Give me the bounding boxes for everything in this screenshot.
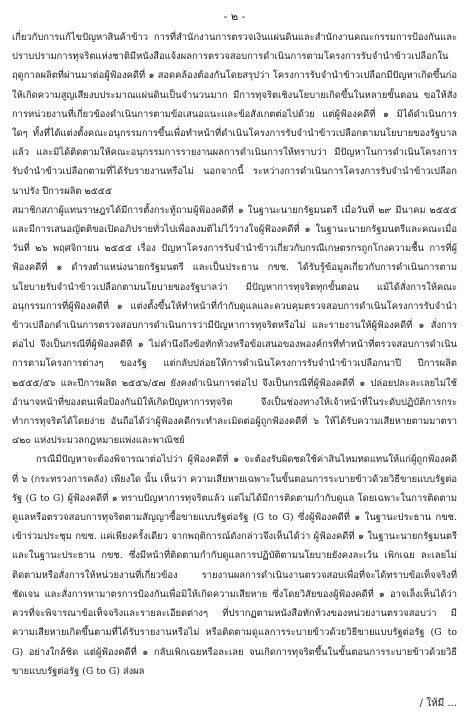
page-number: - ๒ - [223, 10, 246, 23]
body-paragraph-3: กรณีมีปัญหาจะต้องพิจารณาต่อไปว่า ผู้ฟ้องคดีที่ ๑ จะต้องรับผิดชดใช้ค่าสินไหมทดแทนให้แก่ผู้ถูกฟ้องคดีที่ ๖ (กระทรวงการคลัง) เพียงใด นั้น เห็นว่า ความเสียหายเฉพาะในขั้นตอนการระบายข้าวด้วยวิธีขายแบบรัฐต่อรัฐ (G to G) ผู้ฟ้องคดีที่ ๑ ทราบปัญหาการทุจริตแล้ว แต่ไม่ได้มีการติดตามกำกับดูแล โดยเฉพาะในการติดตามดูแลหรือตรวจสอบการทุจริตตามสัญญาซื้อขายแบบรัฐต่อรัฐ (G to G) ซึ่งผู้ฟ้องคดีที่ ๑ ในฐานะประธาน กขช. เข้าร่วมประชุม กขช. แค่เพียงครั้งเดียว จากพฤติการณ์ดังกล่าวจึงเห็นได้ว่า ผู้ฟ้องคดีที่ ๑ ในฐานะนายกรัฐมนตรี และในฐานะประธาน กขช. ซึ่งมีหน้าที่ติดตามกำกับดูแลการปฏิบัติตามนโยบายยังคงละเว้น เพิกเฉย ละเลยไม่ติดตามหรือสั่งการให้หน่วยงานที่เกี่ยวข้อง รายงานผลการดำเนินงานตรวจสอบเพื่อที่จะได้ทราบข้อเท็จจริงที่ชัดเจน และสั่งการหามาตรการป้องกันเพื่อมิให้เกิดความเสียหาย ซึ่งโดยวิสัยของผู้ฟ้องคดีที่ ๑ อาจเล็งเห็นได้ว่า ควรที่จะพิจารณาข้อเท็จจริงและรายละเอียดต่างๆ ที่ปรากฏตามหนังสือทักท้วงของหน่วยงานตรวจสอบว่า มีความเสียหายเกิดขึ้นตามที่ได้รับรายงานหรือไม่ หรือติดตามดูแลการระบายข้าวด้วยวิธีขายแบบรัฐต่อรัฐ (G to G) อย่างใกล้ชิด แต่ผู้ฟ้องคดีที่ ๑ กลับเพิกเฉยหรือละเลย จนเกิดการทุจริตขึ้นในขั้นตอนการระบายข้าวด้วยวิธีขายแบบรัฐต่อรัฐ (G to G) ส่งผล [12, 454, 457, 677]
body-paragraph-2: สมาชิกสภาผู้แทนราษฎรได้มีการตั้งกระทู้ถามผู้ฟ้องคดีที่ ๑ ในฐานะนายกรัฐมนตรี เมื่อวันที่ ๒๙ มีนาคม ๒๕๕๕ และมีการเสนอญัตติขอเปิดอภิปรายทั่วไปเพื่อลงมติไม่ไว้วางใจผู้ฟ้องคดีที่ ๑ ในฐานะนายกรัฐมนตรีและคณะเมื่อวันที่ ๒๖ พฤศจิกายน ๒๕๕๕ เรื่อง ปัญหาโครงการรับจำนำข้าวเกี่ยวกับกรณีเกษตรกรถูกโกงความชื้น การที่ผู้ฟ้องคดีที่ ๑ ดำรงตำแหน่งนายกรัฐมนตรี และเป็นประธาน กขช. ได้รับรู้ข้อมูลเกี่ยวกับการดำเนินการตามนโยบายรับจำนำข้าวเปลือกตามนโยบายของรัฐบาลว่า มีปัญหาการทุจริตทุกขั้นตอน แม้ได้สั่งการให้คณะอนุกรรมการที่ผู้ฟ้องคดีที่ ๑ แต่งตั้งขึ้นให้ทำหน้าที่กำกับดูแลและควบคุมตรวจสอบการดำเนินโครงการรับจำนำข้าวเปลือกดำเนินการตรวจสอบการดำเนินการว่ามีปัญหาการทุจริตหรือไม่ และรายงานให้ผู้ฟ้องคดีที่ ๑ สั่งการต่อไป จึงเป็นกรณีที่ผู้ฟ้องคดีที่ ๑ ไม่คำนึงถึงข้อทักท้วงหรือข้อเสนอของพองค์กรที่ทำหน้าที่ตรวจสอบการดำเนินการตามโครงการต่างๆ ของรัฐ แต่กลับปล่อยให้การดำเนินโครงการรับจำนำข้าวเปลือกนาปี ปีการผลิต ๒๕๕๕/๕๖ และปีการผลิต ๒๕๕๖/๕๗ ยังคงดำเนินการต่อไป จึงเป็นกรณีที่ผู้ฟ้องคดีที่ ๑ ปล่อยปละละเลยไม่ใช้อำนาจหน้าที่ของตนเพื่อป้องกันมิให้เกิดปัญหาการทุจริต จึงเป็นช่องทางให้เจ้าหน้าที่ในระดับปฏิบัติการกระทำการทุจริตได้โดยง่าย อันถือได้ว่าผู้ฟ้องคดีกระทำละเมิดต่อผู้ถูกฟ้องคดีที่ ๖ ให้ได้รับความเสียหายตามมาตรา ๔๒๐ แห่งประมวลกฎหมายแพ่งและพาณิชย์ [12, 204, 457, 447]
continuation-marker: / ให้มี ... [419, 698, 457, 709]
body-paragraph-1: เกี่ยวกับการแก้ไขปัญหาสินค้าข้าว การที่สำนักงานการตรวจเงินแผ่นดินและสำนักงานคณะกรรมการป้องกันและปราบปรามการทุจริตแห่งชาติมีหนังสือแจ้งผลการตรวจสอบการดำเนินการตามโครงการรับจำนำข้าวเปลือกในฤดูกาลผลิตที่ผ่านมาต่อผู้ฟ้องคดีที่ ๑ สอดคล้องต้องกันโดยสรุปว่า โครงการรับจำนำข้าวเปลือกมีปัญหาเกิดขึ้นก่อให้เกิดความสูญเสียงบประมาณแผ่นดินเป็นจำนวนมาก มีการทุจริตเชิงนโยบายเกิดขึ้นในหลายขั้นตอน ขอให้สั่งการหน่วยงานที่เกี่ยวข้องดำเนินการตามข้อเสนอแนะและข้อสังเกตต่อไปด้วย แต่ผู้ฟ้องคดีที่ ๑ มิได้ดำเนินการใดๆ ทั้งที่ได้แต่งตั้งคณะอนุกรรมการขึ้นเพื่อทำหน้าที่ดำเนินโครงการรับจำนำข้าวเปลือกตามนโยบายของรัฐบาลแล้ว และมิได้ติดตามให้คณะอนุกรรมการรายงานผลการดำเนินการให้ทราบว่า มีปัญหาในการดำเนินโครงการรับจำนำข้าวเปลือกตามที่ได้รับรายงานหรือไม่ นอกจากนี้ ระหว่างการดำเนินการโครงการรับจำนำข้าวเปลือกนาปรัง ปีการผลิต ๒๕๕๕ [12, 32, 457, 197]
